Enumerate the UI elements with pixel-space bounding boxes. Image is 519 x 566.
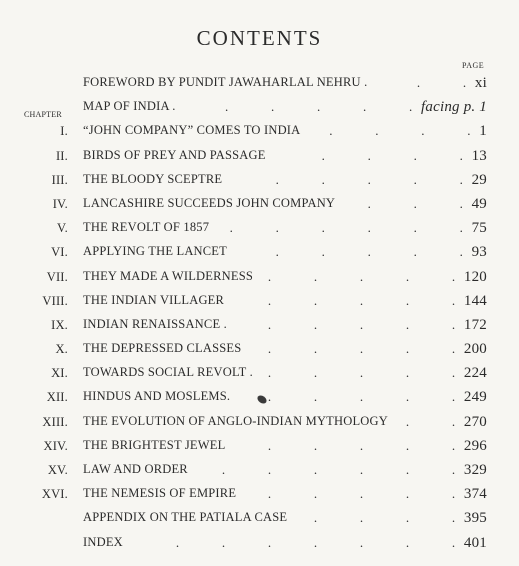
- leader-dot: .: [459, 195, 464, 211]
- leader-dot: .: [359, 462, 364, 477]
- leader-dot: .: [321, 171, 326, 187]
- leader-dot: .: [267, 437, 272, 453]
- chapter-title: THE BLOODY SCEPTRE: [83, 171, 223, 186]
- toc-entry: [0, 314, 519, 338]
- toc-list: [0, 72, 519, 556]
- toc-entry: [0, 241, 519, 265]
- leader-dot: .: [313, 316, 318, 332]
- toc-entry: [0, 169, 519, 193]
- toc-entry: [0, 435, 519, 459]
- toc-entry: [0, 362, 519, 386]
- leader-dot: .: [367, 147, 372, 163]
- leader-dot: .: [405, 292, 410, 308]
- page-number: 144: [463, 292, 487, 309]
- page-number: 329: [463, 462, 487, 478]
- chapter-title: HINDUS AND MOSLEMS.: [83, 389, 231, 404]
- leader-dot: .: [421, 123, 425, 139]
- leader-dot: .: [317, 99, 321, 115]
- leader-dot: .: [267, 292, 272, 308]
- leader-dot: .: [405, 510, 410, 526]
- page-number: 1: [479, 123, 487, 140]
- leader-dot: .: [359, 437, 364, 453]
- chapter-title: APPLYING THE LANCET: [83, 244, 227, 259]
- toc-entry: [0, 483, 519, 507]
- leader-dot: .: [267, 389, 272, 405]
- leader-dot: .: [405, 534, 410, 550]
- chapter-title: “JOHN COMPANY” COMES TO INDIA: [83, 123, 301, 138]
- leader-dot: .: [451, 413, 456, 429]
- chapter-number: IX.: [51, 317, 68, 332]
- leader-dot: .: [359, 341, 364, 357]
- toc-entry: [0, 145, 519, 169]
- leader-dot: .: [405, 486, 410, 502]
- leader-dot: .: [409, 99, 413, 115]
- leader-dot: .: [267, 365, 272, 381]
- leader-dot: .: [271, 99, 275, 115]
- chapter-number: VII.: [46, 269, 68, 284]
- leader-dot: .: [275, 171, 280, 187]
- leader-dot: .: [413, 147, 418, 163]
- leader-dot: .: [413, 244, 418, 260]
- toc-entry: [0, 338, 519, 362]
- chapter-title: MAP OF INDIA .: [83, 99, 176, 114]
- leader-dot: .: [267, 316, 272, 332]
- leader-dot: .: [313, 292, 318, 308]
- page-number: 401: [463, 534, 487, 551]
- leader-dot: .: [459, 147, 464, 163]
- leader-dot: .: [313, 486, 318, 502]
- chapter-title: LANCASHIRE SUCCEEDS JOHN COMPANY: [83, 195, 336, 210]
- chapter-number: IV.: [52, 196, 68, 211]
- page-number: 75: [471, 220, 487, 237]
- chapter-title: THE INDIAN VILLAGER: [83, 292, 225, 307]
- leader-dot: .: [363, 99, 367, 115]
- chapter-number: XIV.: [43, 438, 68, 453]
- chapter-number: XVI.: [41, 487, 68, 502]
- chapter-title: THE DEPRESSED CLASSES: [83, 341, 242, 356]
- leader-dot: .: [375, 123, 379, 139]
- leader-dot: .: [359, 534, 364, 550]
- chapter-title: THEY MADE A WILDERNESS: [83, 268, 254, 283]
- leader-dot: .: [359, 316, 364, 332]
- toc-entry: [0, 507, 519, 531]
- leader-dot: .: [367, 244, 372, 260]
- leader-dot: .: [451, 389, 456, 405]
- chapter-number: III.: [51, 172, 68, 187]
- leader-dot: .: [275, 244, 280, 260]
- chapter-number: XIII.: [42, 414, 68, 429]
- leader-dot: .: [321, 220, 326, 236]
- toc-entry: [0, 411, 519, 435]
- leader-dot: .: [451, 437, 456, 453]
- leader-dot: .: [359, 486, 364, 502]
- page-number: 13: [471, 147, 487, 164]
- chapter-number: I.: [60, 124, 68, 139]
- leader-dot: .: [267, 462, 272, 477]
- toc-entry: [0, 193, 519, 217]
- leader-dot: .: [359, 389, 364, 405]
- toc-entry: [0, 532, 519, 556]
- leader-dot: .: [175, 534, 180, 550]
- leader-dot: .: [462, 75, 467, 90]
- leader-dot: .: [359, 292, 364, 308]
- leader-dot: .: [405, 462, 410, 477]
- leader-dot: .: [359, 365, 364, 381]
- page-column-label: PAGE: [462, 61, 485, 70]
- chapter-title: THE BRIGHTEST JEWEL: [83, 437, 226, 452]
- leader-dot: .: [359, 510, 364, 526]
- leader-dot: .: [459, 171, 464, 187]
- leader-dot: .: [313, 510, 318, 526]
- chapter-number: VI.: [51, 245, 68, 260]
- chapter-title: TOWARDS SOCIAL REVOLT .: [83, 365, 253, 380]
- leader-dot: .: [451, 268, 456, 284]
- leader-dot: .: [451, 534, 456, 550]
- leader-dot: .: [405, 341, 410, 357]
- leader-dot: .: [459, 220, 464, 236]
- chapter-number: XII.: [46, 390, 68, 405]
- toc-entry: [0, 266, 519, 290]
- leader-dot: .: [451, 341, 456, 357]
- leader-dot: .: [313, 437, 318, 453]
- page-number: 120: [463, 268, 487, 285]
- page-title: CONTENTS: [196, 26, 323, 50]
- leader-dot: .: [313, 341, 318, 357]
- page-number: 374: [463, 486, 487, 503]
- chapter-column-label: CHAPTER: [24, 110, 62, 119]
- leader-dot: .: [405, 437, 410, 453]
- leader-dot: .: [275, 220, 280, 236]
- toc-entry: [0, 217, 519, 241]
- leader-dot: .: [416, 75, 421, 90]
- page-number: 200: [463, 341, 487, 358]
- page-number: [421, 99, 487, 116]
- chapter-title: FOREWORD BY PUNDIT JAWAHARLAL NEHRU .: [83, 75, 368, 89]
- leader-dot: .: [229, 220, 234, 236]
- leader-dot: .: [267, 341, 272, 357]
- page-number-text: facing p. 1: [421, 99, 487, 116]
- leader-dot: .: [405, 365, 410, 381]
- chapter-title: THE NEMESIS OF EMPIRE: [83, 486, 237, 501]
- leader-dot: .: [367, 195, 372, 211]
- toc-entry: [0, 120, 519, 144]
- leader-dot: .: [313, 534, 318, 550]
- leader-dot: .: [313, 365, 318, 381]
- leader-dot: .: [413, 220, 418, 236]
- leader-dot: .: [267, 268, 272, 284]
- leader-dot: .: [451, 365, 456, 381]
- page-number: 270: [463, 413, 487, 430]
- leader-dot: .: [329, 123, 333, 139]
- chapter-number: V.: [57, 221, 68, 236]
- leader-dot: .: [267, 534, 272, 550]
- leader-dot: .: [267, 486, 272, 502]
- chapter-number: II.: [55, 148, 68, 163]
- leader-dot: .: [405, 268, 410, 284]
- page-number: 249: [463, 389, 487, 406]
- toc-entry: [0, 459, 519, 483]
- chapter-number: XI.: [51, 366, 68, 381]
- leader-dot: .: [359, 268, 364, 284]
- leader-dot: .: [451, 510, 456, 526]
- leader-dot: .: [321, 244, 326, 260]
- toc-entry: [0, 96, 519, 120]
- page-number: 49: [471, 195, 487, 212]
- leader-dot: .: [405, 413, 410, 429]
- leader-dot: .: [451, 316, 456, 332]
- toc-entry: [0, 72, 519, 96]
- chapter-title: BIRDS OF PREY AND PASSAGE: [83, 147, 266, 162]
- page-number: 29: [471, 171, 487, 188]
- leader-dot: .: [451, 292, 456, 308]
- leader-dot: .: [413, 195, 418, 211]
- toc-entry: [0, 290, 519, 314]
- chapter-title: THE REVOLT OF 1857: [83, 220, 210, 235]
- leader-dot: .: [413, 171, 418, 187]
- leader-dot: .: [313, 268, 318, 284]
- leader-dot: .: [405, 316, 410, 332]
- leader-dot: .: [459, 244, 464, 260]
- chapter-number: VIII.: [42, 293, 68, 308]
- chapter-title: INDEX: [83, 534, 123, 549]
- leader-dot: .: [451, 462, 456, 477]
- leader-dot: .: [313, 462, 318, 477]
- page-number: 93: [471, 244, 487, 261]
- chapter-title: LAW AND ORDER: [83, 462, 188, 476]
- leader-dot: .: [321, 147, 326, 163]
- leader-dot: .: [405, 389, 410, 405]
- page-number: xi: [474, 75, 487, 91]
- page-number: 224: [463, 365, 487, 382]
- leader-dot: .: [367, 220, 372, 236]
- leader-dot: .: [221, 534, 226, 550]
- page-number: 172: [463, 316, 487, 333]
- leader-dot: .: [225, 99, 229, 115]
- page-number: 395: [463, 510, 487, 527]
- leader-dot: .: [467, 123, 471, 139]
- chapter-number: XV.: [47, 463, 68, 477]
- leader-dot: .: [221, 462, 226, 477]
- chapter-title: APPENDIX ON THE PATIALA CASE: [83, 510, 288, 525]
- chapter-title: INDIAN RENAISSANCE .: [83, 316, 227, 331]
- leader-dot: .: [313, 389, 318, 405]
- chapter-number: X.: [55, 342, 68, 357]
- page-number: 296: [463, 437, 487, 454]
- chapter-title: THE EVOLUTION OF ANGLO-INDIAN MYTHOLOGY: [83, 413, 388, 428]
- leader-dot: .: [367, 171, 372, 187]
- leader-dot: .: [451, 486, 456, 502]
